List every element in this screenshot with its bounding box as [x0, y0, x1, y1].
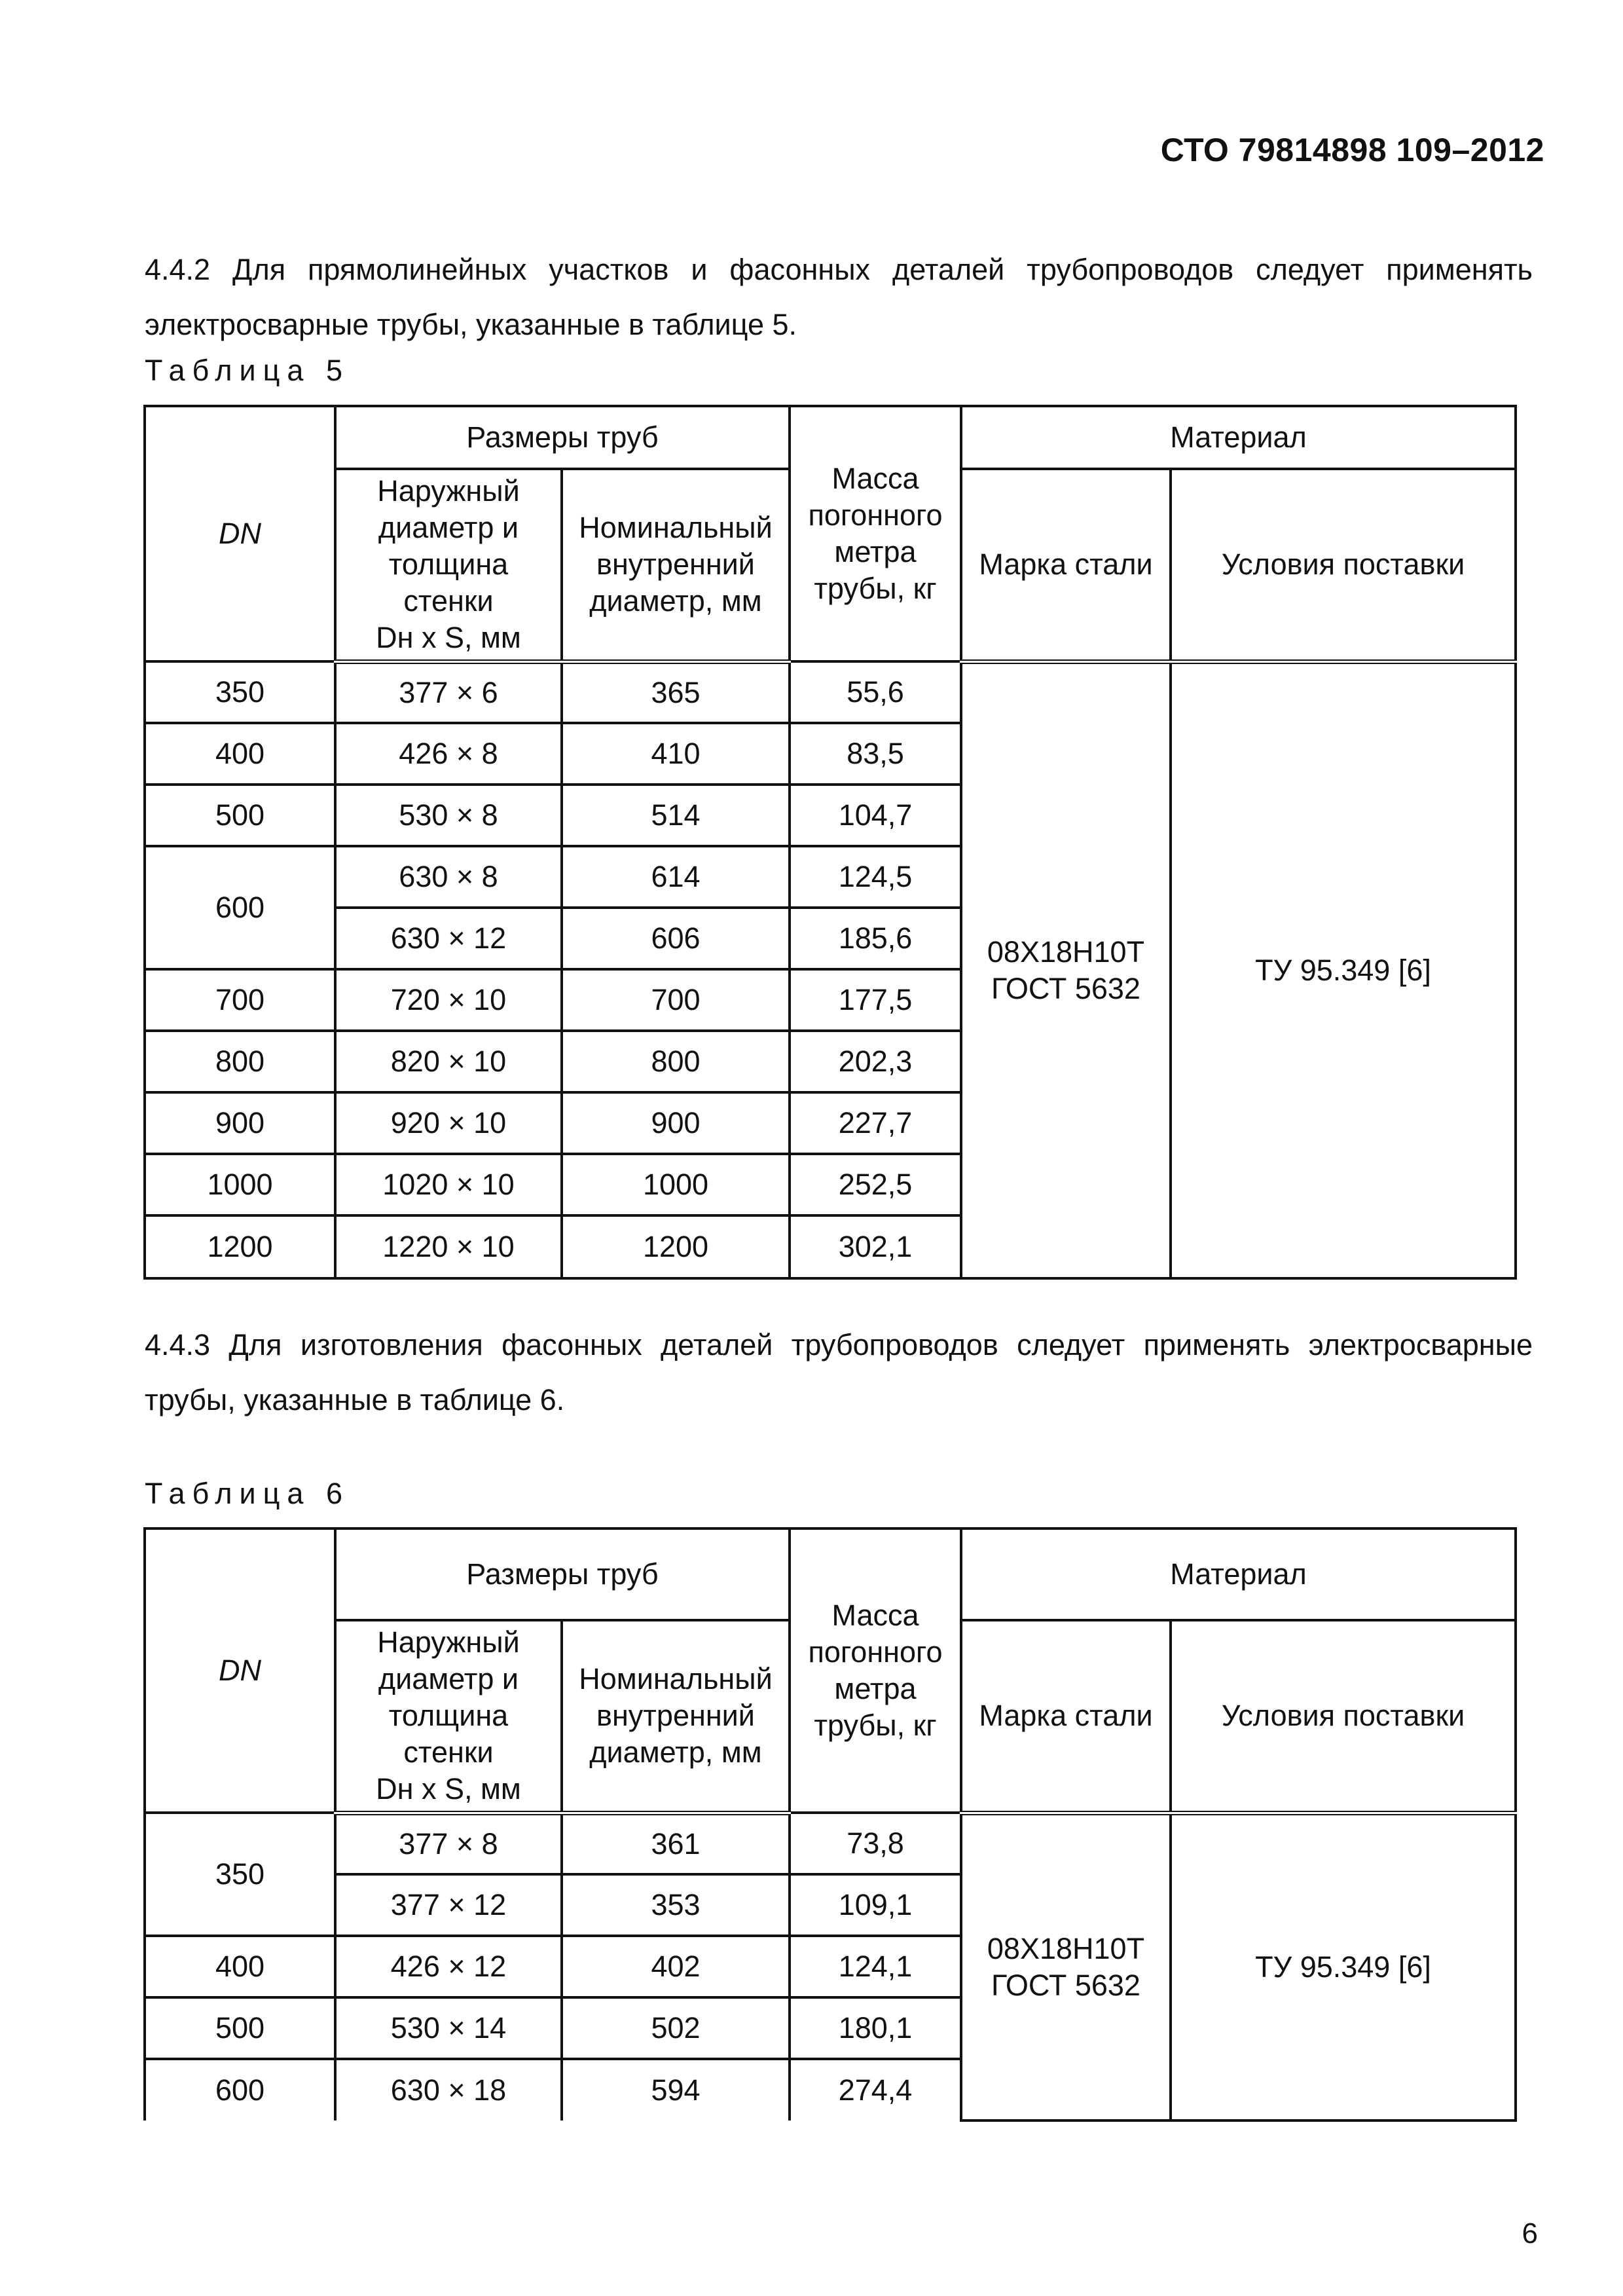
cell-dn: 1000: [145, 1154, 335, 1215]
header-steel-grade: Марка стали: [961, 469, 1171, 661]
cell-inner: 402: [562, 1936, 790, 1997]
header-inner-diameter: Номинальный внутренний диаметр, мм: [562, 469, 790, 661]
cell-outer: 920 × 10: [335, 1092, 562, 1154]
cell-mass: 177,5: [790, 969, 961, 1031]
cell-inner: 614: [562, 846, 790, 908]
cell-dn: 900: [145, 1092, 335, 1154]
header-outer-diameter: Наружный диаметр и толщина стенки Dн x S, мм: [335, 469, 562, 661]
cell-inner: 410: [562, 723, 790, 785]
cell-outer: 630 × 12: [335, 908, 562, 969]
cell-mass: 124,1: [790, 1936, 961, 1997]
cell-mass: 252,5: [790, 1154, 961, 1215]
cell-dn: 350: [145, 1813, 335, 1936]
cell-supply-conditions: ТУ 95.349 [6]: [1171, 1813, 1516, 2120]
cell-mass: 185,6: [790, 908, 961, 969]
cell-inner: 365: [562, 661, 790, 723]
cell-outer: 720 × 10: [335, 969, 562, 1031]
paragraph-4-4-3: 4.4.3 Для изготовления фасонных деталей трубопроводов следует применять электросварные трубы, указанные в таблице 6.: [145, 1328, 1533, 1416]
cell-steel-grade: 08Х18Н10Т ГОСТ 5632: [961, 661, 1171, 1278]
cell-mass: 302,1: [790, 1215, 961, 1278]
header-material: Материал: [961, 1528, 1516, 1620]
cell-dn: 500: [145, 1997, 335, 2059]
cell-dn: 500: [145, 785, 335, 846]
cell-dn: 800: [145, 1031, 335, 1092]
table-5: [143, 405, 1517, 1280]
cell-mass: 104,7: [790, 785, 961, 846]
header-mass: Масса погонного метра трубы, кг: [790, 406, 961, 661]
cell-outer: 426 × 8: [335, 723, 562, 785]
header-mass: Масса погонного метра трубы, кг: [790, 1528, 961, 1813]
cell-dn: 600: [145, 2059, 335, 2120]
cell-inner: 700: [562, 969, 790, 1031]
cell-dn: 400: [145, 723, 335, 785]
cell-mass: 227,7: [790, 1092, 961, 1154]
cell-inner: 502: [562, 1997, 790, 2059]
cell-steel-grade: 08Х18Н10Т ГОСТ 5632: [961, 1813, 1171, 2120]
header-pipe-sizes: Размеры труб: [335, 1528, 790, 1620]
cell-mass: 180,1: [790, 1997, 961, 2059]
table-row: [145, 1813, 1516, 1874]
cell-outer: 1020 × 10: [335, 1154, 562, 1215]
cell-dn: 400: [145, 1936, 335, 1997]
cell-inner: 594: [562, 2059, 790, 2120]
header-dn: DN: [145, 1528, 335, 1813]
header-material: Материал: [961, 406, 1516, 469]
cell-inner: 1200: [562, 1215, 790, 1278]
cell-outer: 530 × 14: [335, 1997, 562, 2059]
cell-mass: 83,5: [790, 723, 961, 785]
cell-inner: 1000: [562, 1154, 790, 1215]
cell-mass: 73,8: [790, 1813, 961, 1874]
header-outer-diameter: Наружный диаметр и толщина стенки Dн x S, мм: [335, 1620, 562, 1813]
cell-supply-conditions: ТУ 95.349 [6]: [1171, 661, 1516, 1278]
table-row: [145, 661, 1516, 723]
header-supply-conditions: Условия поставки: [1171, 469, 1516, 661]
cell-outer: 630 × 18: [335, 2059, 562, 2120]
cell-inner: 514: [562, 785, 790, 846]
cell-outer: 426 × 12: [335, 1936, 562, 1997]
cell-outer: 630 × 8: [335, 846, 562, 908]
cell-mass: 55,6: [790, 661, 961, 723]
header-inner-diameter: Номинальный внутренний диаметр, мм: [562, 1620, 790, 1813]
cell-mass: 109,1: [790, 1874, 961, 1936]
cell-dn: 600: [145, 846, 335, 969]
cell-inner: 606: [562, 908, 790, 969]
document-header: СТО 79814898 109–2012: [1160, 132, 1544, 168]
cell-dn: 350: [145, 661, 335, 723]
cell-outer: 377 × 6: [335, 661, 562, 723]
cell-outer: 820 × 10: [335, 1031, 562, 1092]
header-dn: DN: [145, 406, 335, 661]
cell-inner: 353: [562, 1874, 790, 1936]
cell-outer: 377 × 12: [335, 1874, 562, 1936]
cell-mass: 274,4: [790, 2059, 961, 2120]
cell-inner: 800: [562, 1031, 790, 1092]
cell-inner: 361: [562, 1813, 790, 1874]
cell-outer: 1220 × 10: [335, 1215, 562, 1278]
cell-mass: 124,5: [790, 846, 961, 908]
header-pipe-sizes: Размеры труб: [335, 406, 790, 469]
cell-outer: 530 × 8: [335, 785, 562, 846]
cell-inner: 900: [562, 1092, 790, 1154]
cell-outer: 377 × 8: [335, 1813, 562, 1874]
table-6-caption: Таблица 6: [145, 1477, 350, 1510]
cell-dn: 700: [145, 969, 335, 1031]
header-steel-grade: Марка стали: [961, 1620, 1171, 1813]
table-6: [143, 1527, 1517, 2122]
cell-dn: 1200: [145, 1215, 335, 1278]
header-supply-conditions: Условия поставки: [1171, 1620, 1516, 1813]
table-5-caption: Таблица 5: [145, 354, 350, 387]
page-number: 6: [1522, 2217, 1538, 2250]
paragraph-4-4-2: 4.4.2 Для прямолинейных участков и фасонных деталей трубопроводов следует применять электросварные трубы, указанные в таблице 5.: [145, 253, 1533, 341]
cell-mass: 202,3: [790, 1031, 961, 1092]
